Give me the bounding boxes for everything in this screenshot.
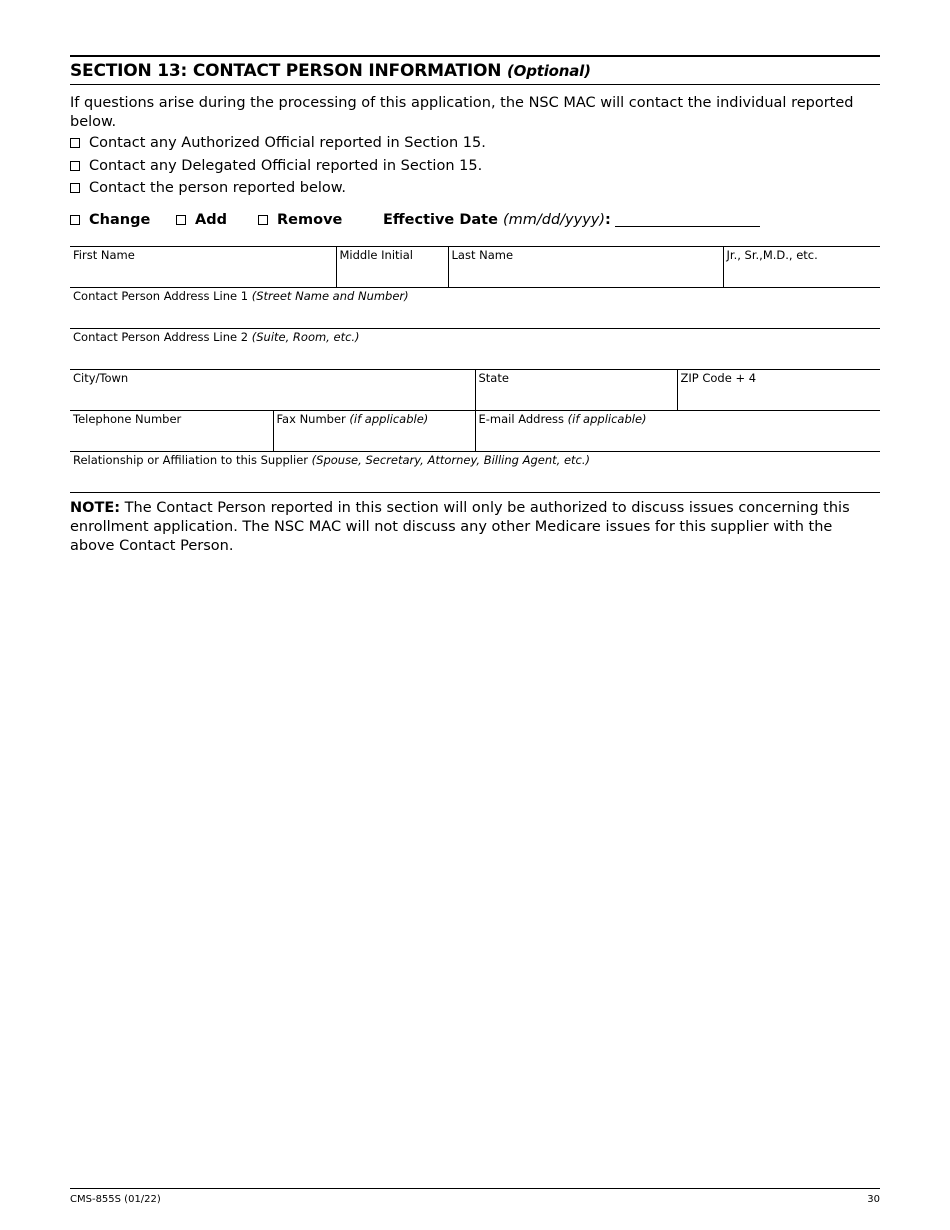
- checkbox[interactable]: [70, 138, 80, 148]
- change-action[interactable]: [70, 212, 176, 228]
- zip-field[interactable]: [677, 370, 880, 411]
- first-name-field[interactable]: [70, 246, 336, 287]
- note-text: The Contact Person reported in this section will only be authorized to discuss issues concerning this enrollment application. The NSC MAC will not discuss any other Medicare issues for this supplier with the above Contact Person.: [70, 500, 850, 554]
- effective-date-text: Effective Date: [383, 211, 498, 228]
- effective-date-input[interactable]: [615, 212, 760, 227]
- section-title: [70, 55, 880, 85]
- address2-label: Contact Person Address Line 2: [73, 329, 249, 344]
- option-label: Contact any Authorized Official reported in Section 15.: [89, 135, 486, 152]
- effective-date-format: (mm/dd/yyyy): [502, 211, 606, 228]
- city-label: City/Town: [73, 370, 129, 385]
- phone-row: [70, 411, 880, 452]
- state-label: State: [478, 370, 509, 385]
- add-action[interactable]: [176, 212, 258, 228]
- section-title-text: SECTION 13: CONTACT PERSON INFORMATION: [70, 61, 502, 81]
- relationship-row: [70, 452, 880, 493]
- page-number: 30: [867, 1194, 880, 1205]
- contact-fields-table: [70, 246, 880, 370]
- last-name-label: Last Name: [451, 247, 514, 262]
- state-field[interactable]: [475, 370, 677, 411]
- checkbox[interactable]: [70, 161, 80, 171]
- add-checkbox[interactable]: [176, 215, 186, 225]
- option-label: Contact the person reported below.: [89, 180, 346, 197]
- address1-label: Contact Person Address Line 1: [73, 288, 249, 303]
- zip-label: ZIP Code + 4: [680, 370, 757, 385]
- middle-initial-label: Middle Initial: [339, 247, 413, 262]
- last-name-field[interactable]: [448, 246, 723, 287]
- email-field[interactable]: [475, 411, 880, 452]
- remove-checkbox[interactable]: [258, 215, 268, 225]
- relationship-field[interactable]: [70, 452, 880, 493]
- suffix-label: Jr., Sr.,M.D., etc.: [726, 247, 818, 262]
- note-paragraph: [70, 499, 880, 556]
- city-row: [70, 370, 880, 411]
- effective-date-label: [383, 212, 611, 228]
- middle-initial-field[interactable]: [336, 246, 448, 287]
- location-fields-table: [70, 370, 880, 494]
- first-name-label: First Name: [73, 247, 135, 262]
- remove-action[interactable]: [258, 212, 383, 228]
- address1-row: [70, 287, 880, 328]
- form-page: [70, 55, 880, 556]
- city-field[interactable]: [70, 370, 475, 411]
- change-checkbox[interactable]: [70, 215, 80, 225]
- remove-label: Remove: [277, 211, 343, 228]
- suffix-field[interactable]: [723, 246, 880, 287]
- option-authorized-official[interactable]: [70, 132, 880, 155]
- fax-hint: (if applicable): [349, 412, 429, 426]
- address2-row: [70, 328, 880, 369]
- add-label: Add: [195, 211, 227, 228]
- email-label: E-mail Address: [478, 412, 565, 426]
- fax-field[interactable]: [273, 411, 475, 452]
- relationship-hint: (Spouse, Secretary, Attorney, Billing Agent, etc.): [311, 453, 591, 467]
- fax-label: Fax Number: [276, 412, 346, 426]
- email-hint: (if applicable): [567, 412, 647, 426]
- checkbox[interactable]: [70, 183, 80, 193]
- page-footer: [70, 1188, 880, 1205]
- change-label: Change: [89, 211, 151, 228]
- name-row: [70, 246, 880, 287]
- section-title-note: (Optional): [507, 62, 591, 80]
- telephone-field[interactable]: [70, 411, 273, 452]
- option-label: Contact any Delegated Official reported in Section 15.: [89, 157, 483, 174]
- address1-field[interactable]: [70, 287, 880, 328]
- address1-hint: (Street Name and Number): [251, 288, 409, 303]
- action-row: [70, 210, 880, 230]
- address2-hint: (Suite, Room, etc.): [251, 329, 360, 344]
- option-delegated-official[interactable]: [70, 155, 880, 178]
- option-person-below[interactable]: [70, 177, 880, 200]
- telephone-label: Telephone Number: [73, 412, 182, 426]
- note-label: NOTE:: [70, 500, 121, 516]
- relationship-label: Relationship or Affiliation to this Supplier: [73, 453, 308, 467]
- form-id: CMS-855S (01/22): [70, 1194, 161, 1205]
- effective-date: [383, 212, 760, 228]
- intro-text: If questions arise during the processing of this application, the NSC MAC will contact the individual reported below.: [70, 95, 854, 130]
- effective-date-colon: :: [605, 211, 611, 228]
- address2-field[interactable]: [70, 328, 880, 369]
